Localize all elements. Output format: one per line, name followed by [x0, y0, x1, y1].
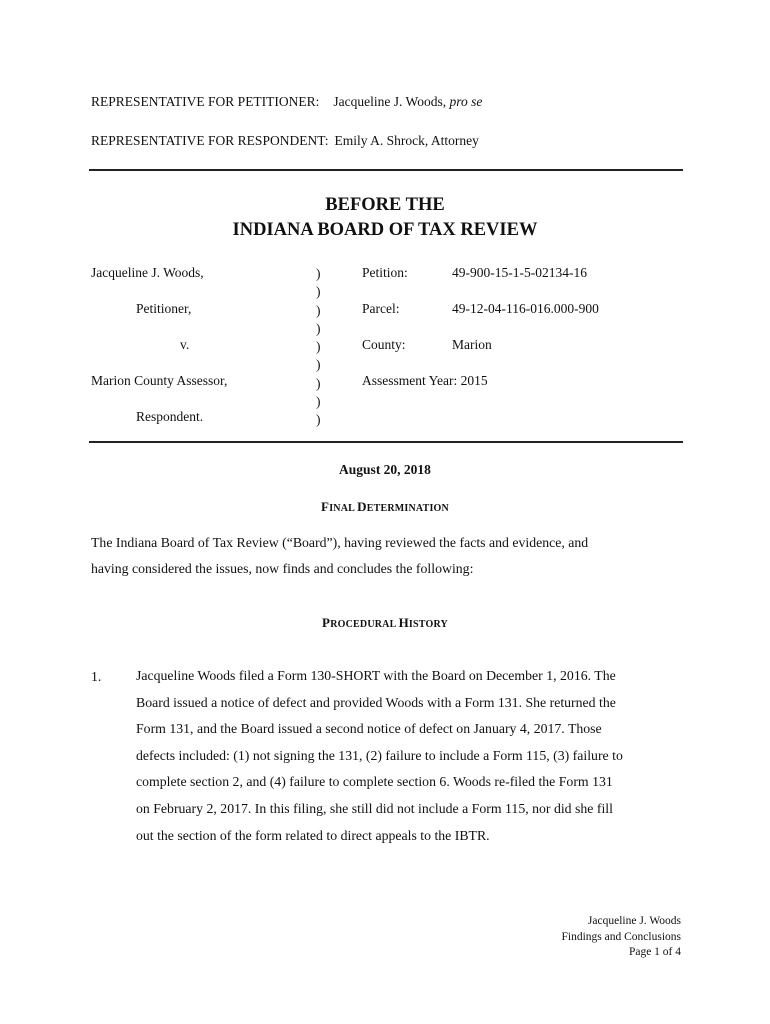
- petitioner-representative: [91, 94, 482, 110]
- caption-divider: [89, 441, 683, 443]
- footer-case-name: Jacqueline J. Woods: [587, 915, 681, 927]
- title-part: H: [398, 615, 409, 630]
- page-footer: [562, 914, 681, 961]
- party-respondent-name: Marion County Assessor,: [91, 373, 228, 388]
- respondent-rep-name: Emily A. Shrock, Attorney: [334, 133, 479, 148]
- final-determination-title: [0, 499, 770, 515]
- title-part: ROCEDURAL: [330, 619, 399, 630]
- title-part: INAL: [329, 503, 358, 514]
- title-part: ETERMINATION: [366, 503, 449, 514]
- title-part: D: [357, 499, 367, 514]
- item-line: out the section of the form related to direct appeals to the IBTR.: [136, 827, 490, 843]
- paren: ): [316, 320, 321, 336]
- petitioner-rep-name-text: Jacqueline J. Woods,: [333, 94, 450, 109]
- intro-paragraph: [91, 530, 651, 583]
- caption-parentheses: [316, 265, 326, 430]
- item-line: on February 2, 2017. In this filing, she still did not include a Form 115, nor did she fill: [136, 800, 613, 816]
- party-petitioner-role: Petitioner,: [136, 301, 192, 316]
- item-line: defects included: (1) not signing the 131, (2) failure to include a Form 115, (3) failure to: [136, 747, 623, 763]
- title-part: ISTORY: [408, 619, 448, 630]
- petitioner-rep-label: REPRESENTATIVE FOR PETITIONER:: [91, 94, 320, 109]
- title-part: F: [321, 499, 330, 514]
- county-value: Marion: [452, 337, 492, 352]
- top-divider: [89, 169, 683, 171]
- versus-text: v.: [180, 337, 190, 352]
- paren: ): [316, 412, 321, 428]
- paren: ): [316, 339, 321, 355]
- determination-date: August 20, 2018: [339, 462, 431, 477]
- parcel-label: Parcel:: [362, 301, 400, 316]
- paren: ): [316, 394, 321, 410]
- item-line: Jacqueline Woods filed a Form 130-SHORT with the Board on December 1, 2016. The: [136, 668, 616, 683]
- intro-line: having considered the issues, now finds and concludes the following:: [91, 561, 474, 577]
- footer-doc-title: Findings and Conclusions: [561, 930, 681, 943]
- parcel-number: 49-12-04-116-016.000-900: [452, 301, 599, 316]
- paren: ): [316, 284, 321, 300]
- title-part: P: [322, 615, 331, 630]
- item-line: Form 131, and the Board issued a second notice of defect on January 4, 2017. Those: [136, 721, 602, 737]
- respondent-rep-label: REPRESENTATIVE FOR RESPONDENT:: [91, 133, 329, 148]
- assessment-year: Assessment Year: 2015: [362, 373, 488, 388]
- pro-se-text: pro se: [449, 94, 483, 109]
- petition-number: 49-900-15-1-5-02134-16: [452, 265, 587, 280]
- procedural-history-title: [0, 615, 770, 631]
- petitioner-rep-name: [333, 94, 482, 109]
- item-line: complete section 2, and (4) failure to complete section 6. Woods re-filed the Form 131: [136, 774, 613, 790]
- item-1-text: [136, 663, 676, 849]
- paren: ): [316, 375, 321, 391]
- petition-label: Petition:: [362, 265, 408, 280]
- item-line: Board issued a notice of defect and provided Woods with a Form 131. She returned the: [136, 694, 616, 710]
- party-petitioner-name: Jacqueline J. Woods,: [91, 265, 204, 280]
- item-number: 1.: [91, 669, 102, 684]
- paren: ): [316, 302, 321, 318]
- paren: ): [316, 266, 321, 281]
- party-respondent-role: Respondent.: [136, 409, 204, 424]
- county-label: County:: [362, 337, 406, 352]
- page-number: Page 1 of 4: [628, 946, 681, 959]
- respondent-representative: [91, 133, 479, 149]
- heading-before-the: BEFORE THE: [325, 195, 445, 215]
- paren: ): [316, 357, 321, 373]
- heading-board-name: INDIANA BOARD OF TAX REVIEW: [232, 220, 538, 240]
- intro-line: The Indiana Board of Tax Review (“Board”), having reviewed the facts and evidence, and: [91, 535, 589, 550]
